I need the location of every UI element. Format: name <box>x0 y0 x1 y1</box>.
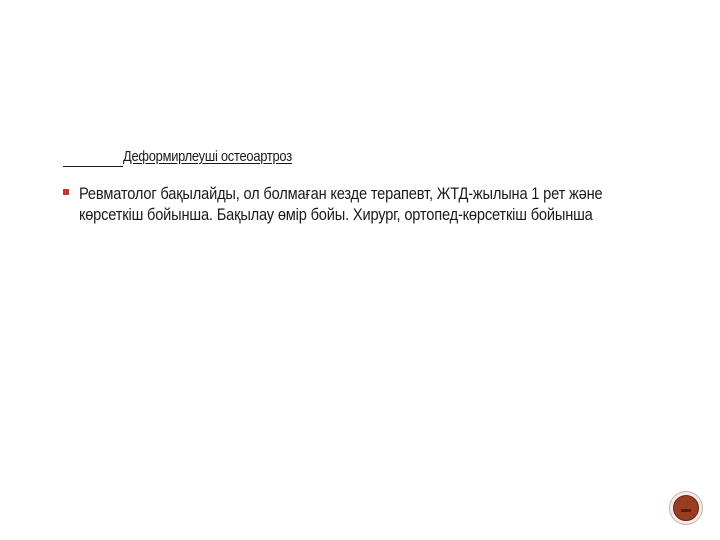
bullet-line: Ревматолог бақылайды, ол болмаған кезде терапевт, ЖТД-жылына 1 рет және <box>79 184 603 203</box>
next-slide-icon <box>673 495 699 521</box>
bullet-square-icon <box>63 189 69 195</box>
heading-row <box>63 148 363 168</box>
heading-underline <box>63 166 123 167</box>
slide-heading: Деформирлеуші остеоартроз <box>123 148 292 165</box>
next-slide-button[interactable] <box>670 492 702 524</box>
bullet-text <box>79 183 720 225</box>
bullet-line: көрсеткіш бойынша. Бақылау өмір бойы. Хирург, ортопед-көрсеткіш бойынша <box>79 205 593 224</box>
